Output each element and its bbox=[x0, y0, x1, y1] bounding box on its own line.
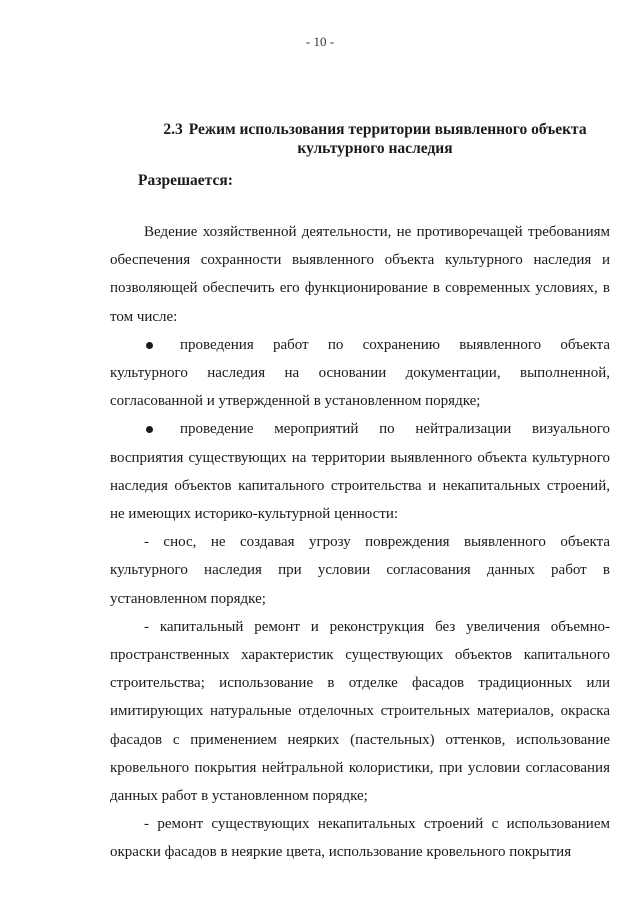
page-number: - 10 - bbox=[305, 34, 335, 49]
bullet-item bbox=[110, 415, 610, 528]
section-heading bbox=[140, 120, 610, 158]
list-item bbox=[110, 810, 610, 866]
allowed-label: Разрешается: bbox=[138, 172, 233, 189]
list-item bbox=[110, 528, 610, 613]
bullet-icon bbox=[144, 331, 180, 359]
bullet-text: проведения работ по сохранению выявленного объекта культурного наследия на основании документации, выполненной, согласованной и утвержденной в установленном порядке; bbox=[110, 336, 610, 410]
document-body bbox=[110, 218, 610, 867]
paragraph-intro bbox=[110, 218, 610, 331]
list-item bbox=[110, 613, 610, 810]
paragraph-text: - капитальный ремонт и реконструкция без увеличения объемно-пространственных характеристик существующих объектов капитального строительства; использование в отделке фасадов традиционных или имитирующих натуральные отделочных строительных материалов, окраска фасадов с применением неярких (пастельных) оттенков, использование кровельного покрытия нейтральной колористики, при условии согласования данных работ в установленном порядке; bbox=[110, 618, 610, 805]
paragraph-text: Ведение хозяйственной деятельности, не противоречащей требованиям обеспечения сохранности выявленного объекта культурного наследия и позволяющей обеспечить его функционирование в современных условиях, в том числе: bbox=[110, 224, 610, 325]
paragraph-text: - ремонт существующих некапитальных строений с использованием окраски фасадов в неяркие цвета, использование кровельного покрытия bbox=[110, 816, 610, 861]
bullet-item bbox=[110, 331, 610, 416]
bullet-text: проведение мероприятий по нейтрализации визуального восприятия существующих на территории выявленного объекта культурного наследия объектов капитального строительства и некапитальных строений, не имеющих историко-культурной ценности: bbox=[110, 421, 610, 523]
section-title: Режим использования территории выявленного объекта культурного наследия bbox=[188, 121, 587, 157]
bullet-icon bbox=[144, 415, 180, 443]
section-number: 2.3 bbox=[163, 121, 183, 138]
paragraph-text: - снос, не создавая угрозу повреждения выявленного объекта культурного наследия при условии согласования данных работ в установленном порядке; bbox=[110, 534, 610, 607]
